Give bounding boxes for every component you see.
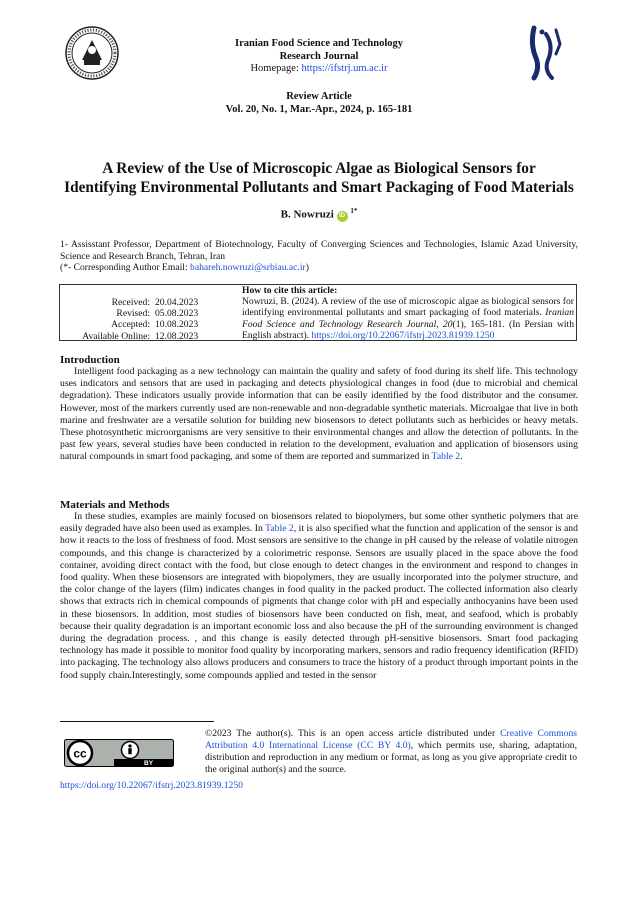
citation-journal: Iranian Food Science and Technology Research Journal, 20: [242, 307, 574, 330]
journal-header: [150, 38, 488, 76]
date-label: Accepted:: [111, 319, 150, 331]
corr-prefix: (*- Corresponding Author Email:: [60, 262, 191, 273]
license-prefix: ©2023 The author(s). This is an open access article distributed under: [205, 728, 501, 739]
intro-end: .: [460, 451, 463, 463]
date-label: Received:: [111, 297, 150, 308]
homepage-line: [150, 63, 488, 76]
affiliation-text: 1- Assisstant Professor, Department of Biotechnology, Faculty of Converging Sciences and Technologies, Islamic Azad University, Science and Research Branch, Tehran, Iran: [60, 239, 578, 262]
license-link[interactable]: Creative Commons Attribution 4.0 International License (CC BY 4.0): [205, 728, 577, 751]
methods-paragraph: [60, 511, 578, 682]
date-label: Revised:: [116, 308, 150, 320]
cc-text: cc: [73, 746, 87, 761]
ferdowsi-university-logo: [520, 24, 568, 82]
corr-suffix: ): [305, 262, 309, 273]
methods-heading: Materials and Methods: [60, 499, 170, 511]
introduction-paragraph: [60, 366, 578, 464]
citation-part: Nowruzi, B. (2024). A review of the use of microscopic algae as biological sensors for identifying environmental pollutants and smart packaging of food materials.: [242, 296, 574, 319]
date-value: 20.04.2023: [155, 297, 199, 308]
citation-doi-link[interactable]: https://doi.org/10.22067/ifstrj.2023.81939.1250: [311, 329, 495, 341]
date-row: [60, 308, 235, 319]
corr-email-link[interactable]: bahareh.nowruzi@srbiau.ac.ir: [190, 262, 306, 273]
footnote-rule: [60, 721, 214, 722]
date-row: [60, 319, 235, 330]
by-text: BY: [144, 760, 154, 767]
date-row: [60, 331, 235, 342]
article-title: [60, 159, 578, 197]
date-value: 10.08.2023: [155, 319, 199, 331]
methods-text: In these studies, examples are mainly focused on biosensors related to biopolymers, but some other synthetic polymers that are easily degraded have also been used as examples. In: [60, 511, 578, 535]
date-label: Available Online:: [82, 330, 150, 342]
homepage-link[interactable]: https://ifstrj.um.ac.ir: [301, 63, 388, 74]
dates-list: [60, 297, 235, 342]
license-suffix: , which permits use, sharing, adaptation, distribution and reproduction in any medium or format, as long as you give appropriate credit to the original author(s) and the source.: [205, 740, 577, 775]
license-text: [205, 728, 577, 776]
journal-name: Iranian Food Science and Technology: [234, 38, 404, 49]
article-info-box: [59, 284, 577, 341]
footer-doi-link[interactable]: https://doi.org/10.22067/ifstrj.2023.81939.1250: [60, 780, 243, 791]
affiliation-block: [60, 239, 578, 274]
table-2-link[interactable]: Table 2: [431, 451, 461, 463]
date-value: 12.08.2023: [155, 330, 199, 342]
citation-part: (1), 165-181. (In Persian with English abstract).: [242, 318, 574, 341]
homepage-label: Homepage:: [250, 63, 302, 74]
citation-text: [242, 296, 574, 341]
citation-heading: How to cite this article:: [242, 285, 338, 296]
article-type: Review Article: [286, 91, 352, 102]
intro-text: Intelligent food packaging as a new technology can maintain the quality and safety of food during its shelf life. This technology uses indicators and sensors that are used in packaging and detects physiological changes in food (due to microbial and chemical degradation). These indicators usually provide information that can be easily identified by the food distributor and the consumer. However, most of the markers currently used are non-renewable and non-degradable synthetic materials. Microalgae that live in both marine and freshwater are a versatile solution for building new biosensors to detect pollutants such as herbicides or heavy metals. These photosynthetic microorganisms are very sensitive to their environmental changes and allow the detection of pollutants. In the past few years, several studies have been conducted in relation to the development, evaluation and application of biosensors using natural compounds in smart food packaging, and some of them are reported and summarized in: [60, 366, 578, 463]
methods-text: , it is also specified what the function and application of the sensor is and how it reacts to the loss of freshness of food. Most sensors are sensitive to the change in pH caused by the release of volatile nitrogen compounds, and this change is characterized by a colorimetric response. Sensors are usually placed in the space above the food container, avoiding direct contact with the food, but close enough to detect changes in the environment and respond to changes in food quality. When these biosensors are integrated with biopolymers, they are usually incorporated into the polymer structure, and the color change of the layers (film) indicates changes in food quality in the packed product. The collected information also clearly shows that extracts rich in chemical compounds of pigments that change color with pH and especially anthocyanins have been used in these biosensors. In addition, most studies of biosensors have been conducted on fish, meat, and seafood, which is probably because their quality degradation is an important economic loss and also because the pH of the surrounding environment is changed during the degradation process. , and this change is easily detected through pH-sensitive biosensors. Smart food packaging technology has made it possible to monitor food quality by incorporating markers, sensors and radio frequency identification (RFID) into packaging. The technology also allows producers and consumers to trace the history of a product through important points in the food supply chain.Interestingly, some compounds applied and tested in the sensor: [60, 523, 578, 681]
cc-by-license-badge[interactable]: [64, 739, 174, 767]
introduction-heading: Introduction: [60, 354, 120, 366]
date-value: 05.08.2023: [155, 308, 199, 320]
journal-subtitle: Research Journal: [279, 50, 359, 62]
article-meta: [60, 90, 578, 116]
university-seal-logo: [62, 24, 122, 82]
corresponding-author: [60, 262, 578, 274]
volume-info: Vol. 20, No. 1, Mar.-Apr., 2024, p. 165-181: [225, 104, 413, 115]
author-affiliation-marker: 1*: [350, 207, 358, 215]
author-name: B. Nowruzi: [280, 208, 334, 221]
orcid-icon[interactable]: iD: [337, 211, 348, 222]
title-line-2: Identifying Environmental Pollutants and Smart Packaging of Food Materials: [64, 179, 574, 196]
table-2-link[interactable]: Table 2: [265, 523, 294, 535]
date-row: [60, 297, 235, 308]
citation-block: [242, 285, 574, 341]
author-line: [60, 207, 578, 222]
title-line-1: A Review of the Use of Microscopic Algae as Biological Sensors for: [102, 160, 536, 177]
